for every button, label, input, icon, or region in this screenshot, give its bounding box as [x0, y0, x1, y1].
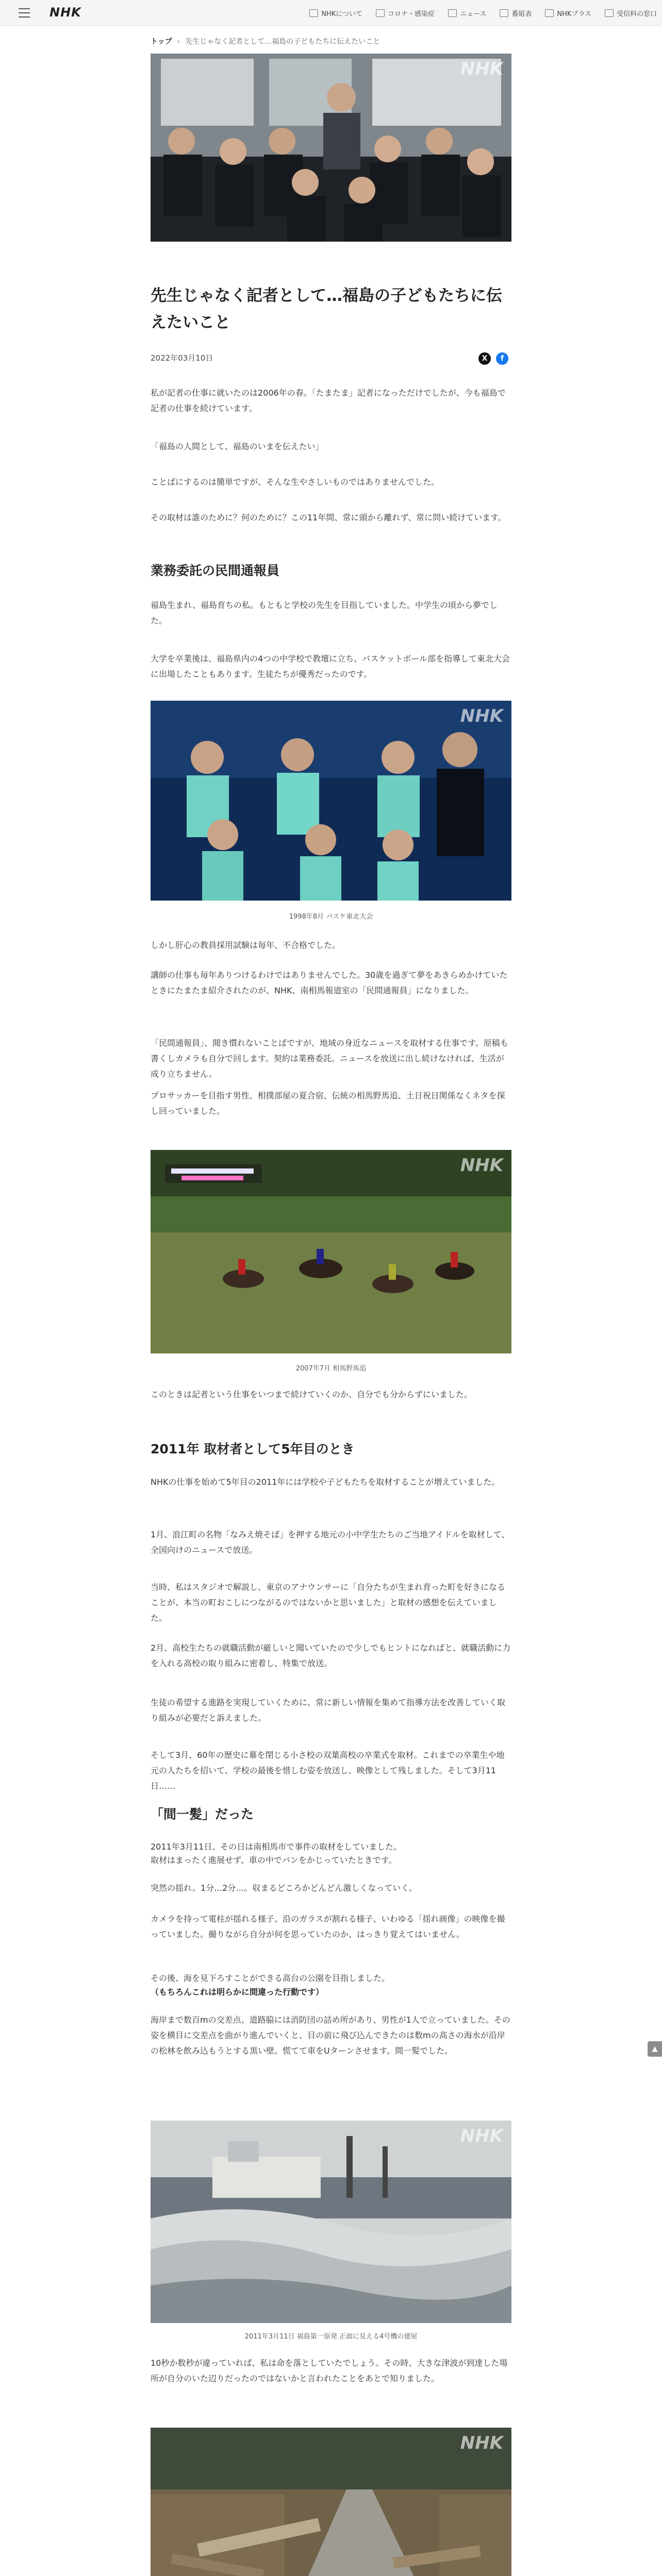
article-title: 先生じゃなく記者として…福島の子どもたちに伝えたいこと — [151, 286, 502, 332]
nhk-watermark: NHK — [460, 59, 503, 79]
paragraph: 2011年3月11日、その日は南相馬市で事件の取材をしていました。 — [151, 1842, 402, 1852]
nhk-logo[interactable]: NHK — [49, 5, 81, 20]
nav-schedule[interactable]: 番組表 — [500, 8, 532, 18]
nav-nhkplus[interactable]: NHKプラス — [545, 8, 591, 18]
share-x-button[interactable]: X — [478, 352, 491, 365]
article-date: 2022年03月10日 — [151, 353, 213, 363]
paragraph: NHKの仕事を始めて5年目の2011年には学校や子どもたちを取材することが増えていました。 — [151, 1477, 500, 1487]
debris-illustration — [151, 2428, 511, 2576]
basketball-team-photo — [151, 701, 511, 901]
document-icon — [605, 9, 614, 17]
paragraph: カメラを持って電柱が揺れる様子、沿のガラスが割れる様子、いわゆる「揺れ画像」の映像を撮っていました。撮りながら自分が何を思っていたのか、はっきり覚えてはいません。 — [151, 1914, 505, 1939]
students-photo-illustration — [151, 54, 511, 242]
header-nav — [296, 0, 657, 26]
nhk-watermark: NHK — [460, 1155, 503, 1176]
news-icon — [448, 9, 457, 17]
hero-photo — [151, 54, 511, 242]
arrow-up-icon: ▲ — [652, 2045, 658, 2053]
nhk-watermark: NHK — [460, 2433, 503, 2453]
paragraph: 「福島の人間として、福島のいまを伝えたい」 — [151, 442, 324, 451]
paragraph: 「民間通報員」、聞き慣れないことばですが、地域の身近なニュースを取材する仕事です。原稿も書くしカメラも自分で回します。契約は業務委託。ニュースを放送に出し続けなければ、生活が成り立ちません。 — [151, 1038, 508, 1079]
page-top-button[interactable] — [648, 2041, 662, 2057]
paragraph: 海岸まで数百mの交差点、道路脇には消防団の詰め所があり、男性が1人で立っていました。その姿を横目に交差点を曲がり進んでいくと、目の前に飛び込んできたのは数mの高さの海水が沿岸の松林を飲み込もうとする黒い壁。慌てて車をUターンさせます。間一髪でした。 — [151, 2015, 510, 2056]
paragraph: その取材は誰のために？何のために？この11年間、常に頭から離れず、常に問い続けています。 — [151, 513, 506, 522]
paragraph: 取材はまったく進展せず、車の中でパンをかじっていたときです。 — [151, 1855, 397, 1865]
nhk-watermark: NHK — [460, 2126, 503, 2146]
breadcrumb-home[interactable]: トップ — [151, 38, 172, 46]
paragraph: そして3月、60年の歴史に幕を閉じる小さ校の双葉高校の卒業式を取材。これまでの卒業生や地元の人たちを招いて、学校の最後を惜しむ姿を放送し、映像として残しました。そして3月11日…… — [151, 1750, 505, 1791]
paragraph: 生徒の希望する進路を実現していくために、常に新しい情報を集めて指導方法を改善していく取り組みが必要だと訴えました。 — [151, 1698, 506, 1723]
paragraph: 私が記者の仕事に就いたのは2006年の春。「たまたま」記者になっただけでしたが、今も福島で記者の仕事を続けています。 — [151, 388, 506, 413]
menu-icon[interactable] — [19, 8, 30, 18]
debris-road-photo — [151, 2428, 511, 2576]
tv-schedule-icon — [500, 9, 508, 17]
section-heading: 「間一髪」だった — [151, 1807, 254, 1822]
photo-caption: 1998年8月 バスケ東北大会 — [289, 913, 373, 921]
paragraph: 当時、私はスタジオで解説し、東京のアナウンサーに「自分たちが生まれ育った町を好きになることが、本当の町おこしにつながるのではないかと思いました」と取材の感想を伝えていました。 — [151, 1582, 506, 1623]
chevron-right-icon: › — [177, 38, 180, 46]
section-heading: 業務委託の民間通報員 — [151, 563, 280, 578]
section-heading: 2011年 取材者として5年目のとき — [151, 1442, 355, 1456]
paragraph: プロサッカーを目指す男性、相撲部屋の夏合宿、伝統の相馬野馬追、土日祝日関係なくネタを探し回っていました。 — [151, 1091, 505, 1116]
paragraph: 講師の仕事も毎年ありつけるわけではありませんでした。30歳を過ぎて夢をあきらめかけていたときにたまたま紹介されたのが、NHK、南相馬報道室の「民間通報員」になりました。 — [151, 970, 508, 995]
paragraph: 突然の揺れ。1分…2分…。収まるどころかどんどん激しくなっていく。 — [151, 1883, 418, 1893]
paragraph: しかし肝心の教員採用試験は毎年、不合格でした。 — [151, 940, 341, 950]
share-facebook-button[interactable]: f — [496, 352, 508, 365]
paragraph: 大学を卒業後は、福島県内の4つの中学校で教壇に立ち、バスケットボール部を指導して東北大会に出場したこともあります。生徒たちが優秀だったのです。 — [151, 654, 510, 679]
nav-fee[interactable]: 受信料の窓口 — [605, 8, 657, 18]
breadcrumb-current: 先生じゃなく記者として…福島の子どもたちに伝えたいこと — [185, 38, 380, 46]
soma-nomaoi-photo — [151, 1150, 511, 1353]
nav-about[interactable]: NHKについて — [309, 8, 362, 18]
top-bar — [0, 0, 662, 26]
emphasized-note: （もちろんこれは明らかに間違った行動です） — [151, 1987, 324, 1997]
paragraph: その後、海を見下ろすことができる高台の公園を目指しました。 — [151, 1973, 390, 1983]
paragraph: このときは記者という仕事をいつまで続けていくのか、自分でも分からずにいました。 — [151, 1389, 473, 1399]
virus-icon — [376, 9, 385, 17]
info-icon — [309, 9, 318, 17]
paragraph: 福島生まれ、福島育ちの私。もともと学校の先生を目指していました。中学生の頃から夢でした。 — [151, 600, 498, 625]
paragraph: ことばにするのは簡単ですが、そんな生やさしいものではありませんでした。 — [151, 477, 440, 487]
nav-corona[interactable]: コロナ・感染症 — [376, 8, 435, 18]
breadcrumb — [151, 36, 380, 46]
tsunami-photo — [151, 2121, 511, 2323]
tsunami-illustration — [151, 2121, 511, 2323]
play-icon — [545, 9, 554, 17]
photo-caption: 2011年3月11日 福島第一原発 正面に見える4号機の建屋 — [244, 2333, 418, 2341]
nav-news[interactable]: ニュース — [448, 8, 486, 18]
paragraph: 2月、高校生たちの就職活動が厳しいと聞いていたので少しでもヒントになればと、就職活動に力を入れる高校の取り組みに密着し、特集で放送。 — [151, 1643, 511, 1668]
paragraph: 1月、浪江町の名物「なみえ焼そば」を押する地元の小中学生たちのご当地アイドルを取材して、全国向けのニュースで放送。 — [151, 1530, 510, 1555]
photo-caption: 2007年7月 相馬野馬追 — [295, 1365, 367, 1372]
paragraph: 10秒か数秒が違っていれば、私は命を落としていたでしょう。その時、大きな津波が到達した場所が自分のいた辺りだったのではないかと言われたことをあとで知りました。 — [151, 2358, 508, 2383]
basketball-photo-illustration — [151, 701, 511, 901]
nhk-watermark: NHK — [460, 706, 503, 726]
horse-festival-illustration — [151, 1150, 511, 1353]
